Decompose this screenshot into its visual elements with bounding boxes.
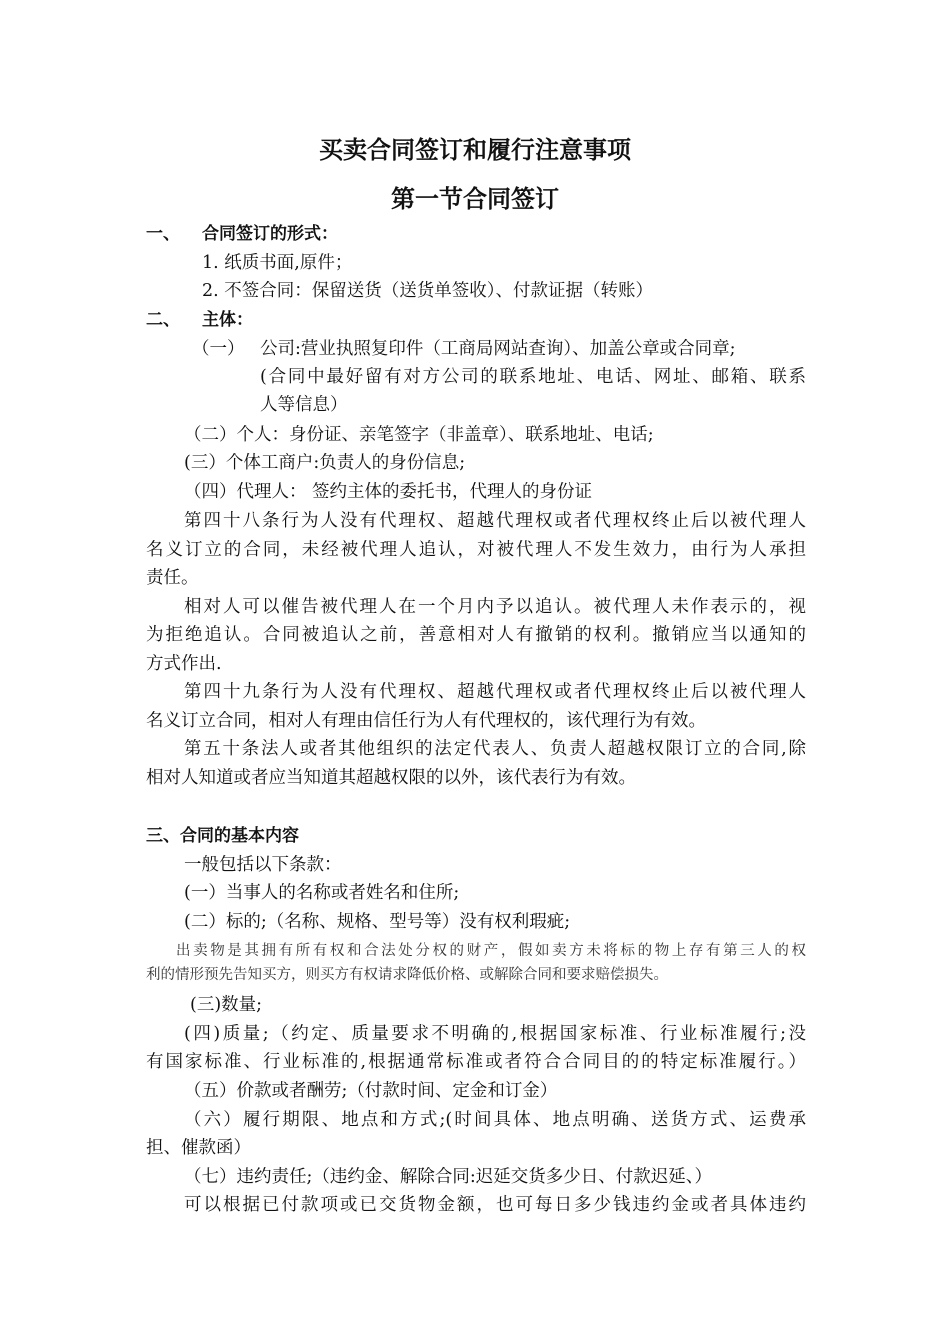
paragraph-line: 人等信息） [260,395,348,415]
list-item: 2. 不签合同：保留送货（送货单签收）、付款证据（转账） [202,281,654,301]
paragraph-line: 名义订立合同，相对人有理由信任行为人有代理权的，该代理行为有效。 [146,711,706,731]
paragraph-line: 可以根据已付款项或已交货物金额，也可每日多少钱违约金或者具体违约 [184,1195,806,1215]
paragraph-line: 相对人知道或者应当知道其超越权限的以外，该代表行为有效。 [146,768,636,788]
paragraph-line: 有国家标准、行业标准的,根据通常标准或者符合合同目的的特定标准履行。） [146,1052,806,1072]
note-line: 利的情形预先告知买方，则买方有权请求降低价格、或解除合同和要求赔偿损失。 [146,967,668,983]
paragraph-line: （六）履行期限、地点和方式;(时间具体、地点明确、送货方式、运费承 [184,1110,806,1130]
document-title: 买卖合同签订和履行注意事项 [319,136,631,164]
paragraph-line: 方式作出. [146,654,222,674]
list-item: （二）个人：身份证、亲笔签字（非盖章）、联系地址、电话; [184,425,654,445]
list-item: (一）当事人的名称或者姓名和住所; [184,883,460,903]
heading-subject: 主体： [202,310,253,330]
paragraph-line: 第五十条法人或者其他组织的法定代表人、负责人超越权限订立的合同,除 [184,739,806,759]
list-item: (三）个体工商户:负责人的身份信息; [184,453,466,473]
heading-number: 一、 [146,224,180,244]
paragraph-line: (合同中最好留有对方公司的联系地址、电话、网址、邮箱、联系 [260,367,806,387]
heading-number: 二、 [146,310,180,330]
list-item: （七）违约责任;（违约金、解除合同:迟延交货多少日、付款迟延、） [184,1167,713,1187]
list-item: （五）价款或者酬劳;（付款时间、定金和订金） [184,1081,558,1101]
list-label: （一） [192,339,245,359]
paragraph-line: 为拒绝追认。合同被追认之前，善意相对人有撤销的权利。撤销应当以通知的 [146,625,806,645]
note-line: 出卖物是其拥有所有权和合法处分权的财产，假如卖方未将标的物上存有第三人的权 [176,943,806,959]
paragraph-line: 第四十八条行为人没有代理权、超越代理权或者代理权终止后以被代理人 [184,511,806,531]
list-item: 1. 纸质书面,原件； [202,253,353,273]
heading-form: 合同签订的形式： [202,224,338,244]
paragraph-line: 公司:营业执照复印件（工商局网站查询）、加盖公章或合同章; [260,339,736,359]
list-item: （四）代理人： 签约主体的委托书，代理人的身份证 [184,482,593,502]
list-item: (二）标的;（名称、规格、型号等）没有权利瑕疵; [184,912,571,932]
section-heading: 三、合同的基本内容 [146,826,299,846]
paragraph-line: 名义订立的合同，未经被代理人追认，对被代理人不发生效力，由行为人承担 [146,540,806,560]
list-item: (三)数量; [190,995,263,1015]
paragraph-line: 第四十九条行为人没有代理权、超越代理权或者代理权终止后以被代理人 [184,682,806,702]
paragraph-line: 责任。 [146,568,199,588]
section-title: 第一节合同签订 [391,185,559,213]
paragraph-line: 相对人可以催告被代理人在一个月内予以追认。被代理人未作表示的，视 [184,597,806,617]
paragraph-line: 一般包括以下条款： [184,855,342,875]
paragraph-line: (四)质量;（约定、质量要求不明确的,根据国家标准、行业标准履行;没 [184,1024,806,1044]
paragraph-line: 担、催款函） [146,1138,251,1158]
